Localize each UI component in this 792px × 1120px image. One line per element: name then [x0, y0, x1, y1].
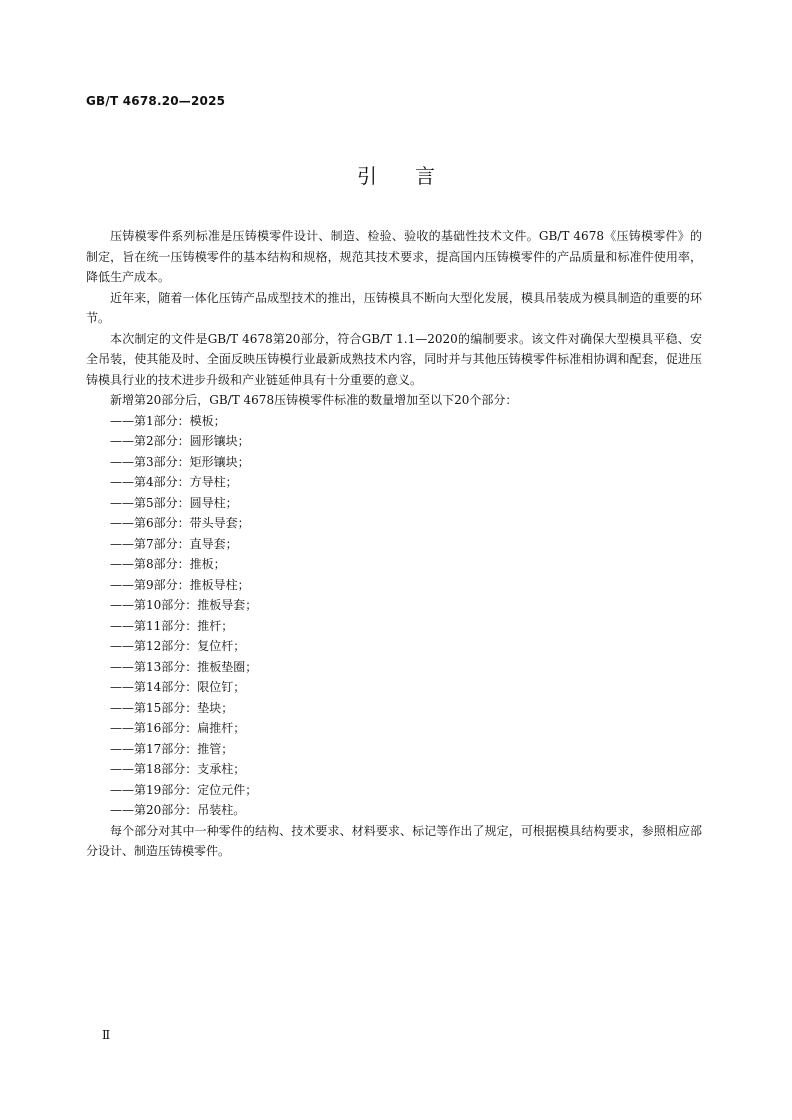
document-id: GB/T 4678.20—2025 [86, 94, 226, 108]
list-item: ——第13部分：推板垫圈； [110, 659, 258, 674]
list-item: ——第18部分：支承柱； [110, 762, 246, 776]
list-item: ——第20部分：吊装柱。 [110, 803, 246, 817]
list-item: ——第1部分：模板； [110, 413, 226, 428]
list-item: ——第12部分：复位杆； [110, 639, 246, 653]
paragraph-intro: 压铸模零件系列标准是压铸模零件设计、制造、检验、验收的基础性技术文件。GB/T 4678《压铸模零件》的制定，旨在统一压铸模零件的基本结构和规格，规范其技术要求，提高国内压铸模零件的产品质量和标准件使用率，降低生产成本。 [86, 229, 702, 284]
list-item: ——第14部分：限位钉； [110, 680, 246, 694]
paragraph-conclusion: 每个部分对其中一种零件的结构、技术要求、材料要求、标记等作出了规定，可根据模具结构要求，参照相应部分设计、制造压铸模零件。 [86, 823, 702, 858]
list-item: ——第15部分：垫块； [110, 700, 234, 715]
list-item: ——第3部分：矩形镶块； [110, 454, 250, 469]
list-item: ——第5部分：圆导柱； [110, 495, 238, 510]
list-item: ——第16部分：扁推杆； [110, 721, 246, 735]
parts-list [86, 411, 702, 821]
list-item: ——第6部分：带头导套； [110, 516, 250, 530]
list-item: ——第19部分：定位元件； [110, 782, 258, 797]
page-title: 引言 [357, 164, 473, 188]
document-body [86, 226, 702, 862]
list-item: ——第9部分：推板导柱； [110, 577, 250, 592]
list-item: ——第8部分：推板； [110, 557, 226, 571]
paragraph-background: 近年来，随着一体化压铸产品成型技术的推出，压铸模具不断向大型化发展，模具吊装成为模具制造的重要的环节。 [86, 290, 702, 325]
paragraph-purpose: 本次制定的文件是GB/T 4678第20部分，符合GB/T 1.1—2020的编制要求。该文件对确保大型模具平稳、安全吊装，使其能及时、全面反映压铸模行业最新成熟技术内容，同时并与其他压铸模零件标准相协调和配套，促进压铸模具行业的技术进步升级和产业链延伸具有十分重要的意义。 [86, 331, 702, 387]
paragraph-parts-intro: 新增第20部分后，GB/T 4678压铸模零件标准的数量增加至以下20个部分： [110, 393, 518, 407]
list-item: ——第11部分：推杆； [110, 618, 234, 633]
list-item: ——第7部分：直导套； [110, 536, 238, 551]
list-item: ——第4部分：方导柱； [110, 475, 238, 489]
page-number: Ⅱ [102, 1028, 111, 1042]
list-item: ——第2部分：圆形镶块； [110, 434, 250, 448]
list-item: ——第10部分：推板导套； [110, 598, 258, 612]
list-item: ——第17部分：推管； [110, 741, 234, 756]
